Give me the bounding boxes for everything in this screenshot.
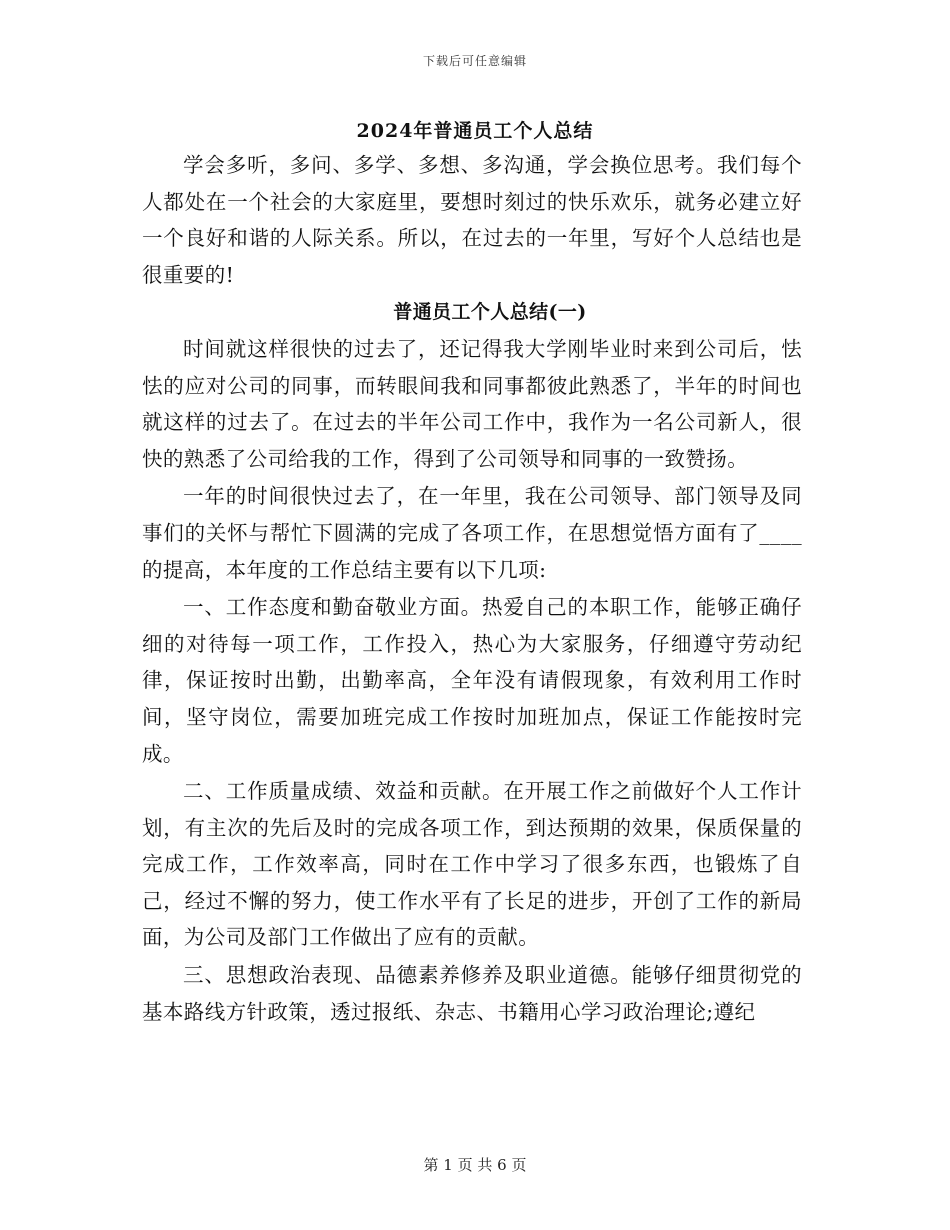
- document-title: 2024年普通员工个人总结: [356, 120, 594, 142]
- page-header-note: 下载后可任意编辑: [422, 54, 527, 68]
- body-paragraph-2: 一年的时间很快过去了，在一年里，我在公司领导、部门领导及同事们的关怀与帮忙下圆满的完成了各项工作，在思想觉悟方面有了____的提高，本年度的工作总结主要有以下几项:: [142, 484, 802, 582]
- document-body: [142, 147, 802, 1031]
- body-paragraph-1: 时间就这样很快的过去了，还记得我大学刚毕业时来到公司后，怯怯的应对公司的同事，而转眼间我和同事都彼此熟悉了，半年的时间也就这样的过去了。在过去的半年公司工作中，我作为一名公司新人，很快的熟悉了公司给我的工作，得到了公司领导和同事的一致赞扬。: [142, 336, 802, 471]
- body-paragraph-4: 二、工作质量成绩、效益和贡献。在开展工作之前做好个人工作计划，有主次的先后及时的完成各项工作，到达预期的效果，保质保量的完成工作，工作效率高，同时在工作中学习了很多东西，也锻炼了自己，经过不懈的努力，使工作水平有了长足的进步，开创了工作的新局面，为公司及部门工作做出了应有的贡献。: [142, 779, 802, 950]
- body-paragraph-3: 一、工作态度和勤奋敬业方面。热爱自己的本职工作，能够正确仔细的对待每一项工作，工作投入，热心为大家服务，仔细遵守劳动纪律，保证按时出勤，出勤率高，全年没有请假现象，有效利用工作时间，坚守岗位，需要加班完成工作按时加班加点，保证工作能按时完成。: [142, 595, 802, 766]
- section-title: 普通员工个人总结(一): [393, 301, 587, 324]
- page-number-footer: 第 1 页 共 6 页: [423, 1156, 527, 1174]
- body-paragraph-5: 三、思想政治表现、品德素养修养及职业道德。能够仔细贯彻党的基本路线方针政策，透过报纸、杂志、书籍用心学习政治理论;遵纪: [142, 963, 802, 1024]
- intro-paragraph: 学会多听，多问、多学、多想、多沟通，学会换位思考。我们每个人都处在一个社会的大家庭里，要想时刻过的快乐欢乐，就务必建立好一个良好和谐的人际关系。所以，在过去的一年里，写好个人总结也是很重要的!: [142, 153, 802, 287]
